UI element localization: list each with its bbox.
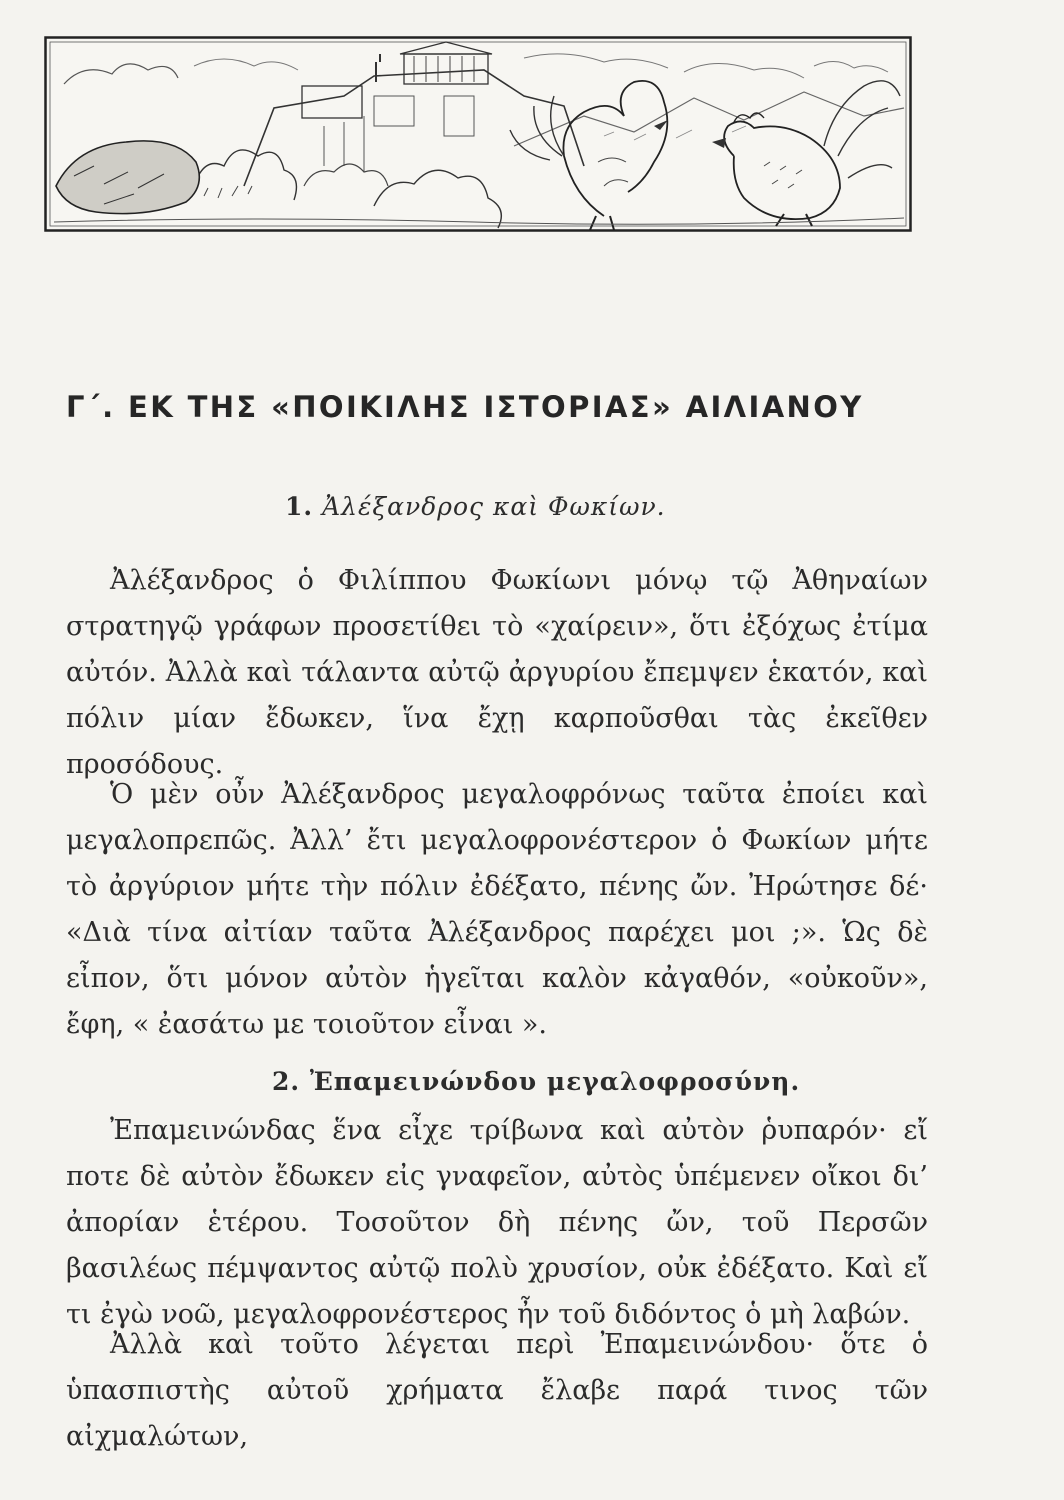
story1-paragraph-2: Ὁ μὲν οὖν Ἀλέξανδρος μεγαλοφρόνως ταῦτα ἐποίει καὶ μεγαλοπρεπῶς. Ἀλλ’ ἔτι μεγαλοφρονέστερον ὁ Φωκίων μήτε τὸ ἀργύριον μήτε τὴν πόλιν ἐδέξατο, πένης ὤν. Ἠρώτησε δέ· «Διὰ τίνα αἰτίαν ταῦτα Ἀλέξανδρος παρέχει μοι ;». Ὡς δὲ εἶπον, ὅτι μόνον αὐτὸν ἡγεῖται καλὸν κἀγαθόν, «οὐκοῦν», ἔφη, « ἐασάτω με τοιοῦτον εἶναι ». — [66, 779, 928, 1040]
story1-title: Ἀλέξανδρος καὶ Φωκίων. — [322, 492, 666, 521]
acropolis-roosters-vignette — [44, 36, 912, 232]
story2-title: Ἐπαμεινώνδου μεγαλοφροσύνη. — [309, 1067, 801, 1096]
story1-number: 1. — [285, 492, 314, 521]
story1-heading — [285, 492, 666, 521]
story2-paragraph-1: Ἐπαμεινώνδας ἕνα εἶχε τρίβωνα καὶ αὐτὸν ῥυπαρόν· εἴ ποτε δὲ αὐτὸν ἔδωκεν εἰς γναφεῖον, αὐτὸς ὑπέμενεν οἴκοι δι’ ἀπορίαν ἑτέρου. Τοσοῦτον δὴ πένης ὤν, τοῦ Περσῶν βασιλέως πέμψαντος αὐτῷ πολὺ χρυσίον, οὐκ ἐδέξατο. Καὶ εἴ τι ἐγὼ νοῶ, μεγαλοφρονέστερος ἦν τοῦ διδόντος ὁ μὴ λαβών. — [66, 1115, 928, 1330]
story2-number: 2. — [272, 1067, 301, 1096]
story2-heading — [272, 1067, 800, 1096]
story1-paragraph-1: Ἀλέξανδρος ὁ Φιλίππου Φωκίωνι μόνῳ τῷ Ἀθηναίων στρατηγῷ γράφων προσετίθει τὸ «χαίρειν», ὅτι ἐξόχως ἐτίμα αὐτόν. Ἀλλὰ καὶ τάλαντα αὐτῷ ἀργυρίου ἔπεμψεν ἑκατόν, καὶ πόλιν μίαν ἔδωκεν, ἵνα ἔχῃ καρποῦσθαι τὰς ἐκεῖθεν προσόδους. — [66, 565, 928, 780]
section-heading: Γ΄. ΕΚ ΤΗΣ «ΠΟΙΚΙΛΗΣ ΙΣΤΟΡΙΑΣ» ΑΙΛΙΑΝΟΥ — [66, 390, 864, 424]
story2-paragraph-2: Ἀλλὰ καὶ τοῦτο λέγεται περὶ Ἐπαμεινώνδου· ὅτε ὁ ὑπασπιστὴς αὐτοῦ χρήματα ἔλαβε παρά τινος τῶν αἰχμαλώτων, — [66, 1329, 928, 1452]
